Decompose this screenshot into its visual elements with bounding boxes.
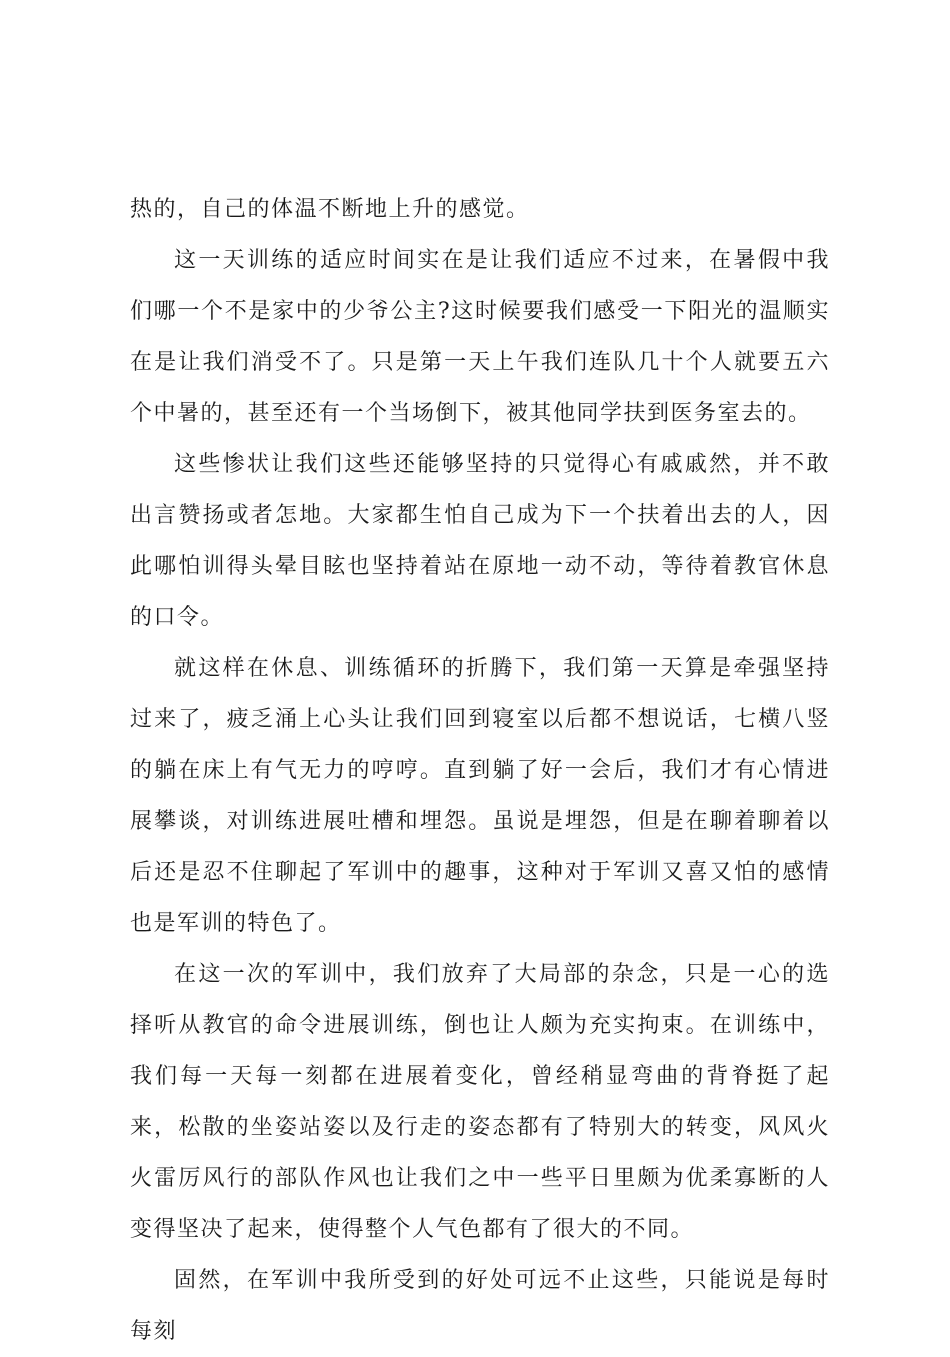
paragraph: 就这样在休息、训练循环的折腾下，我们第一天算是牵强坚持过来了，疲乏涌上心头让我们回到寝室以后都不想说话，七横八竖的躺在床上有气无力的哼哼。直到躺了好一会后，我们才有心情进展攀谈，对训练进展吐槽和埋怨。虽说是埋怨，但是在聊着聊着以后还是忍不住聊起了军训中的趣事，这种对于军训又喜又怕的感情也是军训的特色了。 [130,656,830,936]
paragraph: 这一天训练的适应时间实在是让我们适应不过来，在暑假中我们哪一个不是家中的少爷公主?这时候要我们感受一下阳光的温顺实在是让我们消受不了。只是第一天上午我们连队几十个人就要五六个中暑的，甚至还有一个当场倒下，被其他同学扶到医务室去的。 [130,248,830,426]
paragraph: 在这一次的军训中，我们放弃了大局部的杂念，只是一心的选择听从教官的命令进展训练，倒也让人颇为充实拘束。在训练中，我们每一天每一刻都在进展着变化，曾经稍显弯曲的背脊挺了起来，松散的坐姿站姿以及行走的姿态都有了特别大的转变，风风火火雷厉风行的部队作风也让我们之中一些平日里颇为优柔寡断的人变得坚决了起来，使得整个人气色都有了很大的不同。 [130,962,830,1242]
paragraph: 这些惨状让我们这些还能够坚持的只觉得心有戚戚然，并不敢出言赞扬或者怎地。大家都生怕自己成为下一个扶着出去的人，因此哪怕训得头晕目眩也坚持着站在原地一动不动，等待着教官休息的口令。 [130,452,830,630]
paragraph: 固然，在军训中我所受到的好处可远不止这些，只能说是每时每刻 [130,1268,830,1344]
body-text [130,184,830,1357]
paragraph: 热的，自己的体温不断地上升的感觉。 [130,197,530,222]
